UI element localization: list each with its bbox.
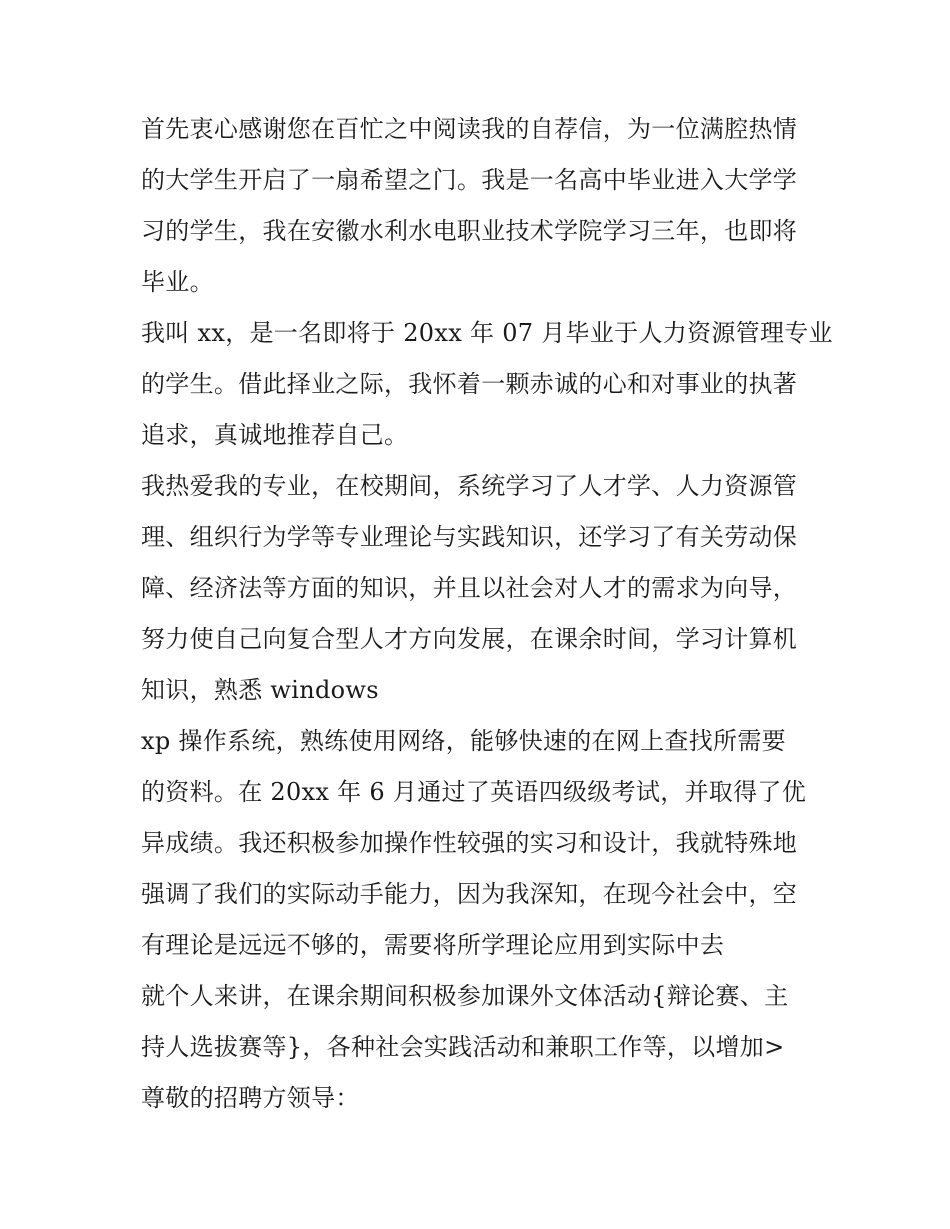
text-line: 知识，熟悉 windows (141, 676, 379, 704)
text-line: 追求，真诚地推荐自己。 (141, 421, 409, 449)
text-line: 障、经济法等方面的知识，并且以社会对人才的需求为向导， (141, 574, 798, 602)
text-line: 的大学生开启了一扇希望之门。我是一名高中毕业进入大学学 (141, 166, 798, 194)
text-line: 理、组织行为学等专业理论与实践知识，还学习了有关劳动保 (141, 523, 798, 551)
text-line: xp 操作系统，熟练使用网络，能够快速的在网上查找所需要 (141, 727, 786, 755)
text-line: 的学生。借此择业之际，我怀着一颗赤诚的心和对事业的执著 (141, 370, 798, 398)
text-line: 有理论是远远不够的，需要将所学理论应用到实际中去 (141, 931, 725, 959)
text-line: 首先衷心感谢您在百忙之中阅读我的自荐信，为一位满腔热情 (141, 115, 798, 143)
cover-letter-body (141, 104, 833, 1124)
text-line: 持人选拔赛等}，各种社会实践活动和兼职工作等，以增加> (141, 1033, 785, 1061)
text-line: 习的学生，我在安徽水利水电职业技术学院学习三年，也即将 (141, 217, 798, 245)
text-line: 就个人来讲，在课余期间积极参加课外文体活动{辩论赛、主 (141, 982, 789, 1010)
text-line: 异成绩。我还积极参加操作性较强的实习和设计，我就特殊地 (141, 829, 798, 857)
text-line: 强调了我们的实际动手能力，因为我深知，在现今社会中，空 (141, 880, 798, 908)
text-line: 毕业。 (141, 268, 214, 296)
text-line: 尊敬的招聘方领导： (141, 1084, 360, 1112)
text-line: 努力使自己向复合型人才方向发展，在课余时间，学习计算机 (141, 625, 798, 653)
text-line: 我叫 xx，是一名即将于 20xx 年 07 月毕业于人力资源管理专业 (141, 319, 833, 347)
text-line: 的资料。在 20xx 年 6 月通过了英语四级级考试，并取得了优 (141, 778, 806, 806)
text-line: 我热爱我的专业，在校期间，系统学习了人才学、人力资源管 (141, 472, 798, 500)
